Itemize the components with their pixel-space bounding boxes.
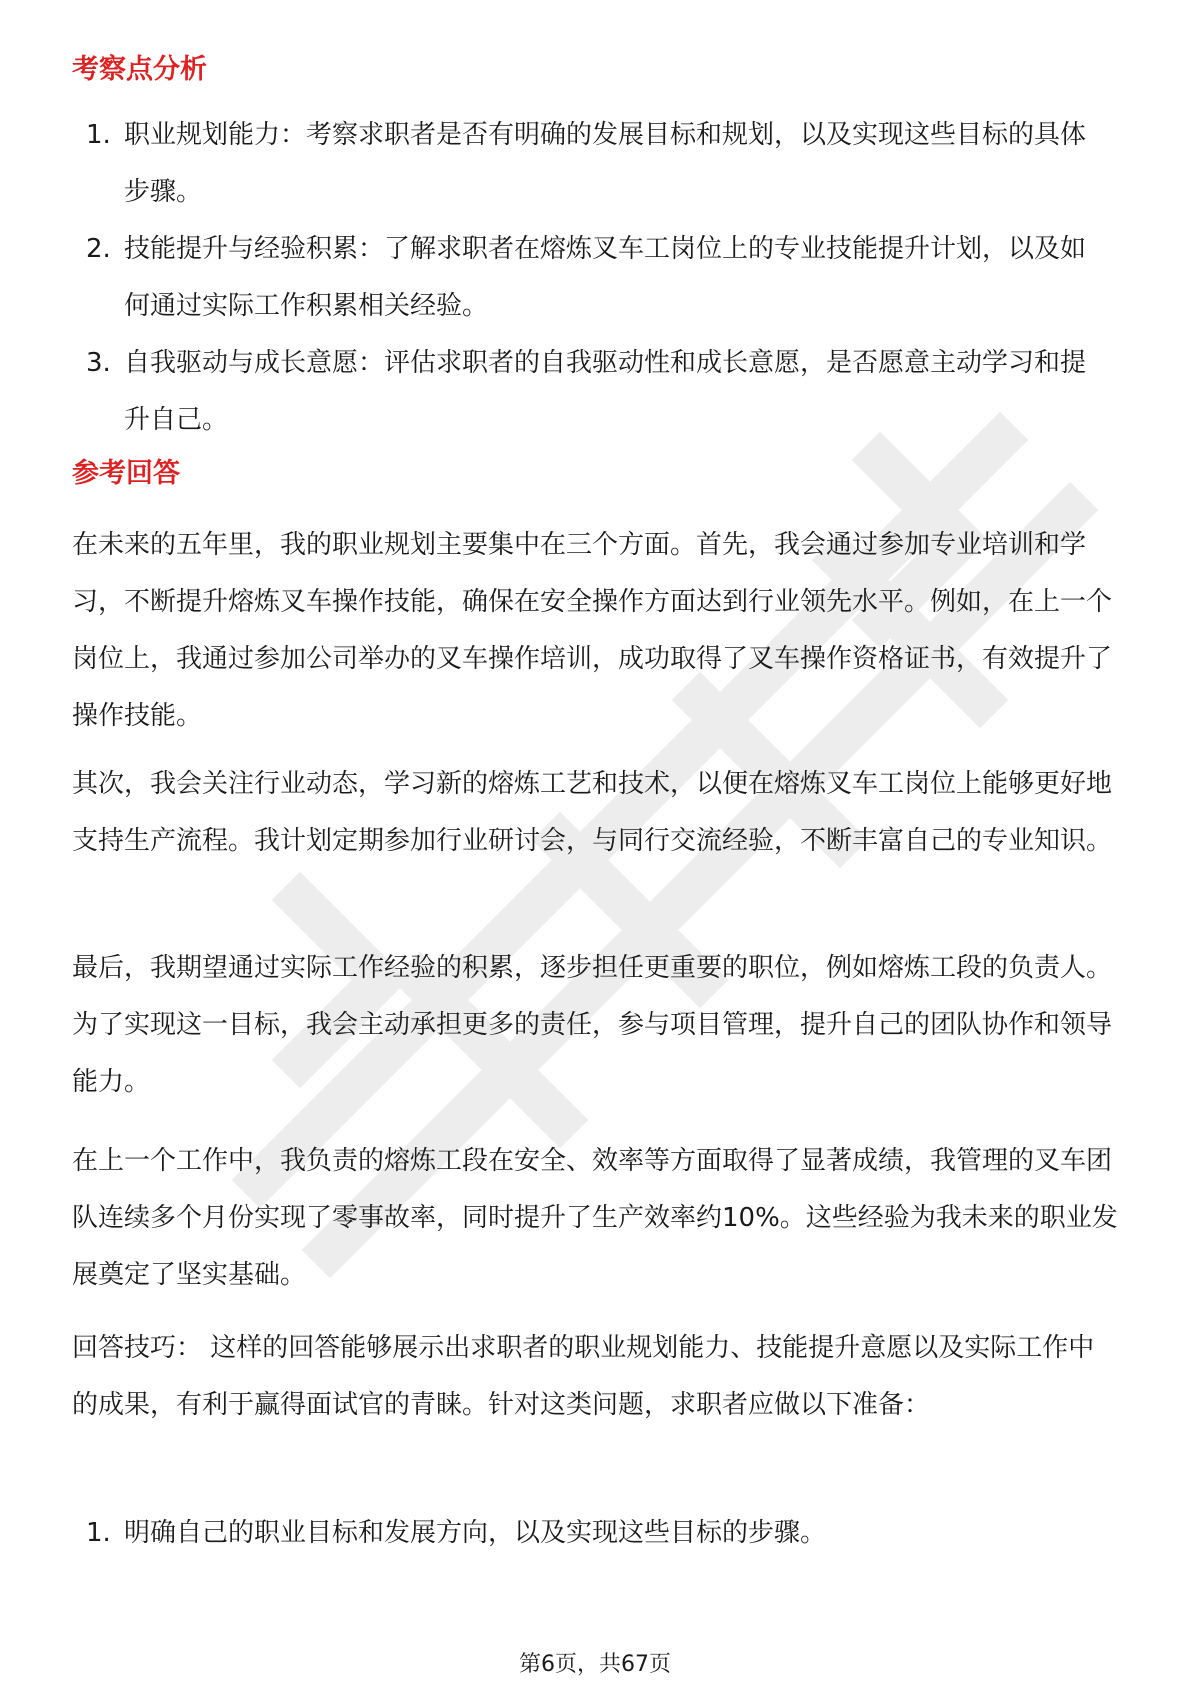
list-item	[0, 107, 1190, 221]
tips-list	[0, 1505, 1190, 1562]
list-item	[0, 335, 1190, 449]
section-title-analysis: 考察点分析	[72, 54, 207, 85]
list-item	[0, 221, 1190, 335]
list-text: 明确自己的职业目标和发展方向，以及实现这些目标的步骤。	[124, 1518, 827, 1548]
list-text: 技能提升与经验积累：了解求职者在熔炼叉车工岗位上的专业技能提升计划，以及如何通过实际工作积累相关经验。	[124, 234, 1087, 321]
list-item	[0, 1505, 1190, 1562]
section-title-reference-answer: 参考回答	[72, 458, 180, 489]
list-number: 3.	[86, 348, 111, 378]
answer-paragraph-3: 最后，我期望通过实际工作经验的积累，逐步担任更重要的职位，例如熔炼工段的负责人。为了实现这一目标，我会主动承担更多的责任，参与项目管理，提升自己的团队协作和领导能力。	[72, 953, 1113, 1097]
list-text: 自我驱动与成长意愿：评估求职者的自我驱动性和成长意愿，是否愿意主动学习和提升自己。	[124, 348, 1087, 435]
list-number: 2.	[86, 234, 111, 264]
list-number: 1.	[86, 120, 111, 150]
list-text: 职业规划能力：考察求职者是否有明确的发展目标和规划，以及实现这些目标的具体步骤。	[124, 120, 1087, 207]
page-number-footer: 第6页，共67页	[519, 1652, 671, 1677]
list-number: 1.	[86, 1518, 111, 1548]
answer-paragraph-4: 在上一个工作中，我负责的熔炼工段在安全、效率等方面取得了显著成绩，我管理的叉车团队连续多个月份实现了零事故率，同时提升了生产效率约10%。这些经验为我未来的职业发展奠定了坚实基础。	[72, 1146, 1118, 1290]
answer-paragraph-1: 在未来的五年里，我的职业规划主要集中在三个方面。首先，我会通过参加专业培训和学习，不断提升熔炼叉车操作技能，确保在安全操作方面达到行业领先水平。例如，在上一个岗位上，我通过参加公司举办的叉车操作培训，成功取得了叉车操作资格证书，有效提升了操作技能。	[72, 530, 1113, 731]
answer-tips-paragraph: 回答技巧： 这样的回答能够展示出求职者的职业规划能力、技能提升意愿以及实际工作中的成果，有利于赢得面试官的青睐。针对这类问题，求职者应做以下准备：	[72, 1333, 1095, 1420]
analysis-list	[0, 107, 1190, 449]
answer-paragraph-2: 其次，我会关注行业动态，学习新的熔炼工艺和技术，以便在熔炼叉车工岗位上能够更好地支持生产流程。我计划定期参加行业研讨会，与同行交流经验，不断丰富自己的专业知识。	[72, 769, 1113, 856]
